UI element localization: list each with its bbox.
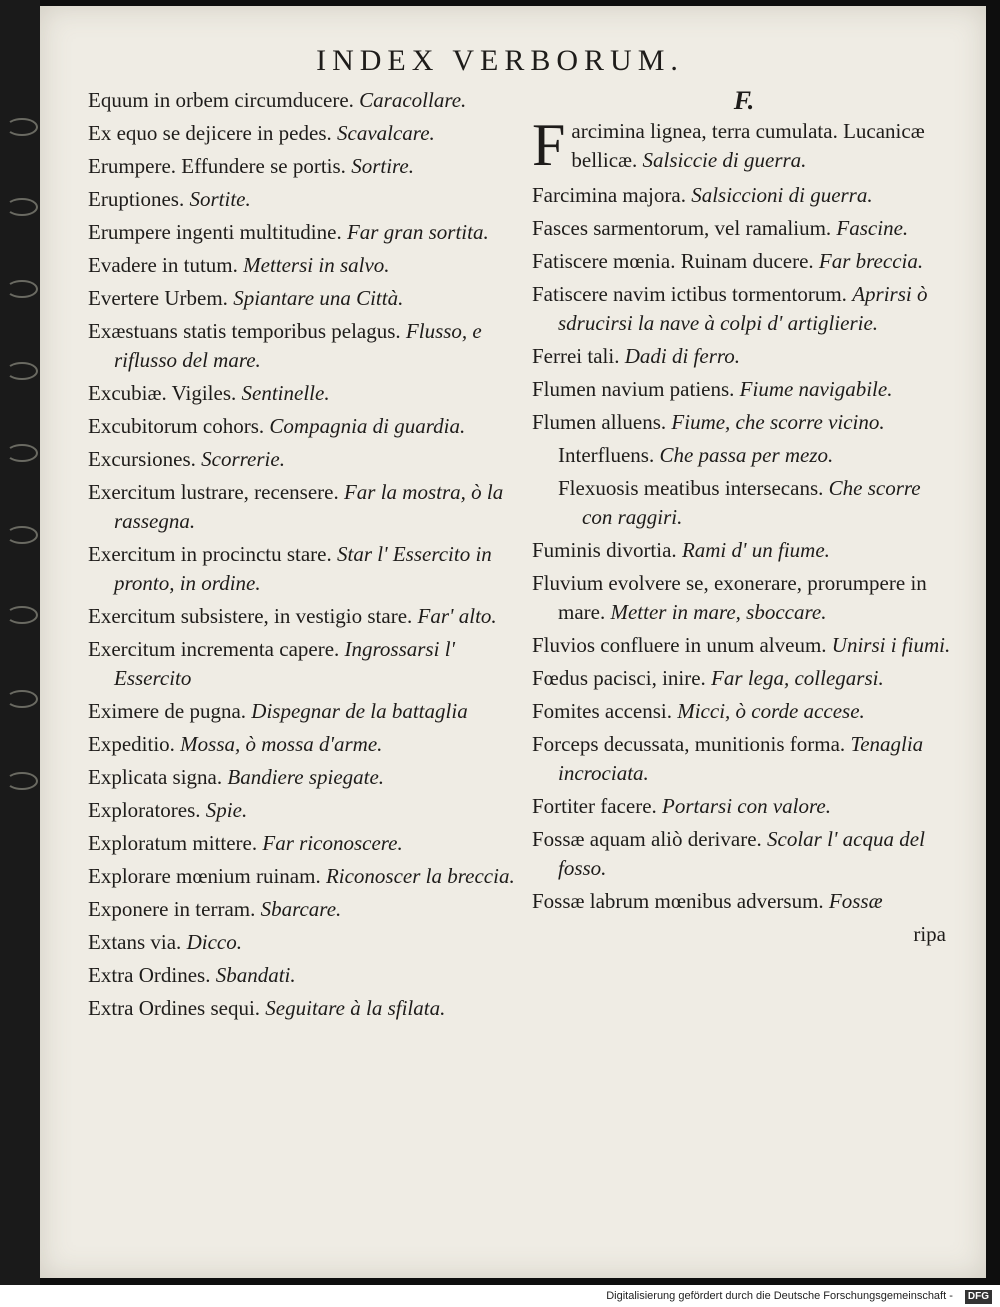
latin-term: Interfluens. — [558, 443, 655, 467]
latin-term: Evertere Urbem. — [88, 286, 228, 310]
page-title: INDEX VERBORUM. — [316, 44, 684, 77]
latin-term: Exponere in terram. — [88, 897, 256, 921]
index-entry — [88, 445, 518, 474]
index-entry — [88, 412, 518, 441]
italian-term: Compagnia di guardia. — [269, 414, 466, 438]
section-letter: F. — [733, 86, 755, 115]
latin-term: Evadere in tutum. — [88, 253, 238, 277]
index-entry — [532, 214, 956, 243]
index-entry — [88, 540, 518, 598]
italian-term: Metter in mare, sboccare. — [610, 600, 827, 624]
index-entry — [88, 251, 518, 280]
italian-term: Flusso, e riflusso del mare. — [114, 319, 482, 372]
italian-term: Sbarcare. — [260, 897, 342, 921]
latin-term: Exercitum in procinctu stare. — [88, 542, 332, 566]
latin-term: Fossæ aquam aliò derivare. — [532, 827, 762, 851]
italian-term: Far gran sortita. — [346, 220, 489, 244]
italian-term: Mossa, ò mossa d'arme. — [180, 732, 383, 756]
index-entry — [88, 119, 518, 148]
index-entry — [88, 218, 518, 247]
italian-term: Fiume navigabile. — [739, 377, 893, 401]
index-entry — [532, 474, 956, 532]
latin-term: Extra Ordines sequi. — [88, 996, 261, 1020]
latin-term: Exercitum subsistere, in vestigio stare. — [88, 604, 413, 628]
italian-term: Sbandati. — [215, 963, 296, 987]
index-entry — [532, 408, 956, 437]
index-entry — [532, 441, 956, 470]
italian-term: Far lega, collegarsi. — [711, 666, 884, 690]
footer-bar — [0, 1285, 1000, 1307]
index-entry — [532, 792, 956, 821]
italian-term: Sentinelle. — [241, 381, 330, 405]
index-entry — [532, 112, 956, 178]
index-entry — [88, 994, 518, 1023]
latin-term: Flumen alluens. — [532, 410, 667, 434]
index-entry — [88, 602, 518, 631]
italian-term: Riconoscer la breccia. — [325, 864, 515, 888]
latin-term: Exploratores. — [88, 798, 201, 822]
latin-term: Fœdus pacisci, inire. — [532, 666, 706, 690]
index-entry — [88, 862, 518, 891]
index-entry — [88, 185, 518, 214]
latin-term: Exercitum incrementa capere. — [88, 637, 340, 661]
latin-term: Extra Ordines. — [88, 963, 211, 987]
latin-term: Eruptiones. — [88, 187, 185, 211]
latin-term: Fortiter facere. — [532, 794, 657, 818]
latin-term: Fluvium evolvere se, exonerare, prorumpere in mare. — [532, 571, 927, 624]
italian-term: Unirsi i fiumi. — [831, 633, 951, 657]
edge-ring-mark — [6, 118, 38, 136]
latin-term: Erumpere ingenti multitudine. — [88, 220, 342, 244]
italian-term: Fossæ — [828, 889, 883, 913]
edge-ring-mark — [6, 280, 38, 298]
index-entry — [88, 478, 518, 536]
latin-term: Fluvios confluere in unum alveum. — [532, 633, 827, 657]
italian-term: Seguitare à la sfilata. — [265, 996, 446, 1020]
index-entry — [532, 697, 956, 726]
index-entry — [88, 730, 518, 759]
index-entry — [88, 317, 518, 375]
edge-ring-mark — [6, 690, 38, 708]
italian-term: Fascine. — [836, 216, 909, 240]
italian-term: Far la mostra, ò la rassegna. — [114, 480, 504, 533]
latin-term: Ex equo se dejicere in pedes. — [88, 121, 332, 145]
latin-term: arcimina lignea, terra cumulata. Lucanicæ bellicæ. — [571, 119, 925, 172]
index-entry — [88, 284, 518, 313]
italian-term: Rami d' un fiume. — [681, 538, 830, 562]
index-entry — [88, 635, 518, 693]
latin-term: Fomites accensi. — [532, 699, 672, 723]
italian-term: Scavalcare. — [337, 121, 435, 145]
index-entry — [532, 181, 956, 210]
italian-term: Che passa per mezo. — [659, 443, 834, 467]
italian-term: Che scorre con raggiri. — [582, 476, 921, 529]
latin-term: Explicata signa. — [88, 765, 223, 789]
latin-term: Fasces sarmentorum, vel ramalium. — [532, 216, 832, 240]
italian-term: Tenaglia incrociata. — [558, 732, 924, 785]
index-entry — [88, 829, 518, 858]
latin-term: Fossæ labrum mœnibus adversum. — [532, 889, 824, 913]
latin-term: Fuminis divortia. — [532, 538, 677, 562]
italian-term: Spie. — [205, 798, 248, 822]
index-entry — [532, 631, 956, 660]
edge-ring-mark — [6, 198, 38, 216]
latin-term: Excubitorum cohors. — [88, 414, 265, 438]
italian-term: Sortite. — [189, 187, 251, 211]
index-entry — [88, 152, 518, 181]
italian-term: Salsiccie di guerra. — [642, 148, 807, 172]
index-entry — [532, 569, 956, 627]
italian-term: Fiume, che scorre vicino. — [671, 410, 885, 434]
italian-term: Mettersi in salvo. — [243, 253, 390, 277]
italian-term: Sortire. — [351, 154, 414, 178]
footer-credit: Digitalisierung gefördert durch die Deutsche Forschungsgemeinschaft - — [606, 1290, 953, 1302]
edge-ring-mark — [6, 772, 38, 790]
italian-term: Spiantare una Città. — [233, 286, 404, 310]
italian-term: Scolar l' acqua del fosso. — [558, 827, 925, 880]
index-entry — [532, 730, 956, 788]
latin-term: Flexuosis meatibus intersecans. — [558, 476, 824, 500]
italian-term: Aprirsi ò sdrucirsi la nave à colpi d' artiglierie. — [558, 282, 928, 335]
index-entry — [88, 86, 518, 115]
italian-term: Scorrerie. — [201, 447, 285, 471]
latin-term: Exercitum lustrare, recensere. — [88, 480, 339, 504]
italian-term: Ingrossarsi l' Essercito — [114, 637, 456, 690]
latin-term: Explorare mœnium ruinam. — [88, 864, 321, 888]
latin-term: Excursiones. — [88, 447, 196, 471]
latin-term: Forceps decussata, munitionis forma. — [532, 732, 846, 756]
italian-term: Far riconoscere. — [262, 831, 403, 855]
italian-term: Dicco. — [186, 930, 242, 954]
italian-term: Far' alto. — [417, 604, 497, 628]
italian-term: Caracollare. — [359, 88, 467, 112]
index-entry — [88, 697, 518, 726]
scan-edge — [0, 0, 40, 1285]
catchword: ripa — [913, 922, 946, 946]
index-entry — [532, 342, 956, 371]
edge-ring-mark — [6, 444, 38, 462]
index-entry — [532, 375, 956, 404]
index-entry — [88, 895, 518, 924]
edge-ring-mark — [6, 606, 38, 624]
italian-term: Dispegnar de la battaglia — [251, 699, 468, 723]
index-entry — [532, 664, 956, 693]
latin-term: Ferrei tali. — [532, 344, 620, 368]
italian-term: Dadi di ferro. — [624, 344, 741, 368]
italian-term: Bandiere spiegate. — [227, 765, 385, 789]
drop-capital: F — [532, 112, 566, 178]
edge-ring-mark — [6, 362, 38, 380]
index-entry — [88, 796, 518, 825]
index-entry — [532, 536, 956, 565]
right-column — [532, 86, 956, 949]
italian-term: Salsiccioni di guerra. — [691, 183, 873, 207]
italian-term: Star l' Essercito in pronto, in ordine. — [114, 542, 492, 595]
index-entry — [88, 961, 518, 990]
index-entry — [532, 280, 956, 338]
index-entry — [532, 825, 956, 883]
dfg-logo: DFG — [965, 1290, 992, 1304]
edge-ring-mark — [6, 526, 38, 544]
latin-term: Fatiscere navim ictibus tormentorum. — [532, 282, 847, 306]
index-entry — [88, 763, 518, 792]
latin-term: Expeditio. — [88, 732, 175, 756]
latin-term: Extans via. — [88, 930, 182, 954]
index-entry — [532, 247, 956, 276]
latin-term: Eximere de pugna. — [88, 699, 247, 723]
italian-term: Far breccia. — [818, 249, 924, 273]
latin-term: Erumpere. Effundere se portis. — [88, 154, 346, 178]
latin-term: Excubiæ. Vigiles. — [88, 381, 237, 405]
latin-term: Flumen navium patiens. — [532, 377, 735, 401]
left-column — [88, 86, 518, 1027]
latin-term: Farcimina majora. — [532, 183, 686, 207]
latin-term: Exæstuans statis temporibus pelagus. — [88, 319, 401, 343]
latin-term: Fatiscere mœnia. Ruinam ducere. — [532, 249, 814, 273]
index-entry — [88, 928, 518, 957]
index-entry — [88, 379, 518, 408]
italian-term: Portarsi con valore. — [662, 794, 831, 818]
index-entry — [532, 887, 956, 916]
latin-term: Equum in orbem circumducere. — [88, 88, 354, 112]
italian-term: Micci, ò corde accese. — [677, 699, 865, 723]
latin-term: Exploratum mittere. — [88, 831, 258, 855]
